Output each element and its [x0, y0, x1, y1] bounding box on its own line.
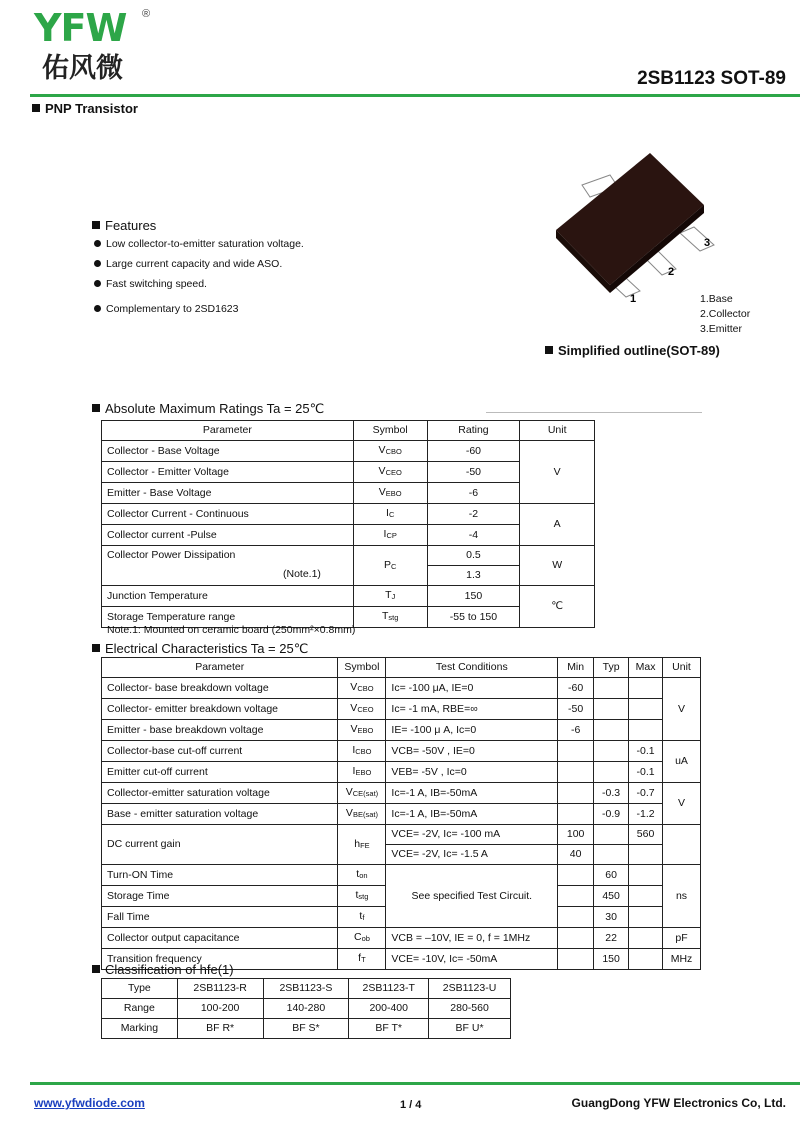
abs-max-note: Note.1: Mounted on ceramic board (250mm²×0.8mm) — [107, 624, 356, 636]
table-row: Collector Current - Continuous IC -2 A — [102, 504, 595, 525]
table-row: Turn-ON Time ton See specified Test Circuit. 60 ns — [102, 865, 701, 886]
divider — [486, 412, 702, 413]
logo-chinese: 佑风微 — [42, 53, 123, 84]
subtitle — [32, 101, 138, 116]
abs-max-heading: Absolute Maximum Ratings Ta = 25℃ — [92, 401, 324, 417]
header-cell: Rating — [427, 421, 520, 441]
features-heading: Features — [92, 218, 156, 233]
table-row: Collector- emitter breakdown voltage VCEO Ic= -1 mA, RBE=∞ -50 — [102, 699, 701, 720]
website-link[interactable]: www.yfwdiode.com — [34, 1096, 145, 1110]
square-bullet-icon — [92, 221, 100, 229]
feature-item: Large current capacity and wide ASO. — [94, 258, 304, 270]
pin-name: 1.Base — [700, 293, 733, 305]
table-row: Collector output capacitance Cob VCB = –10V, IE = 0, f = 1MHz 22 pF — [102, 928, 701, 949]
table-row: Junction Temperature TJ 150 ℃ — [102, 586, 595, 607]
square-bullet-icon — [92, 965, 100, 973]
pin-name: 2.Collector — [700, 308, 751, 320]
bullet-icon — [94, 305, 101, 312]
classification-table — [101, 978, 511, 1039]
pin-name: 3.Emitter — [700, 323, 743, 335]
table-header-row: Parameter Symbol Test Conditions Min Typ Max Unit — [102, 658, 701, 678]
table-header-row: Type 2SB1123-R 2SB1123-S 2SB1123-T 2SB1123-U — [102, 979, 511, 999]
table-row: Emitter - Base Voltage VEBO -6 — [102, 483, 595, 504]
table-header-row — [102, 421, 595, 441]
bullet-icon — [94, 240, 101, 247]
features-list — [94, 238, 304, 323]
feature-item: Fast switching speed. — [94, 278, 304, 290]
table-row: Collector Power Dissipation (Note.1) PC 0.5 W — [102, 546, 595, 566]
square-bullet-icon — [92, 404, 100, 412]
table-row: Collector-emitter saturation voltage VCE(sat) Ic=-1 A, IB=-50mA -0.3 -0.7 V — [102, 783, 701, 804]
table-row: Collector- base breakdown voltage VCBO Ic= -100 μA, IE=0 -60 V — [102, 678, 701, 699]
header-cell: Parameter — [102, 421, 354, 441]
table-row: 1.3 — [102, 566, 595, 586]
header-cell: Unit — [520, 421, 595, 441]
abs-max-table — [101, 420, 595, 628]
subtitle-text: PNP Transistor — [45, 101, 138, 116]
header-rule — [30, 94, 800, 97]
table-row: Emitter - base breakdown voltage VEBO IE= -100 μ A, Ic=0 -6 — [102, 720, 701, 741]
registered-mark: ® — [142, 8, 151, 20]
feature-item: Complementary to 2SD1623 — [94, 303, 304, 315]
bullet-icon — [94, 260, 101, 267]
logo-text: YFW — [34, 6, 127, 50]
table-row: Collector - Base Voltage VCBO -60 V — [102, 441, 595, 462]
table-row: DC current gain hFE VCE= -2V, Ic= -100 mA 100 560 — [102, 825, 701, 845]
elec-heading: Electrical Characteristics Ta = 25℃ — [92, 641, 308, 657]
square-bullet-icon — [92, 644, 100, 652]
table-row: Collector - Emitter Voltage VCEO -50 — [102, 462, 595, 483]
pin-names — [700, 292, 750, 337]
bullet-icon — [94, 280, 101, 287]
table-row: Collector-base cut-off current ICBO VCB= -50V , IE=0 -0.1 uA — [102, 741, 701, 762]
footer-rule — [30, 1082, 800, 1085]
table-row: Transition frequency fT VCE= -10V, Ic= -50mA 150 MHz — [102, 949, 701, 970]
square-bullet-icon — [545, 346, 553, 354]
company-name: GuangDong YFW Electronics Co, Ltd. — [571, 1096, 786, 1110]
table-row: Storage Time tstg 450 — [102, 886, 701, 907]
table-row: VCE= -2V, Ic= -1.5 A 40 — [102, 845, 701, 865]
pin-2-label: 2 — [668, 266, 675, 278]
sot89-package-image — [540, 145, 740, 315]
package-caption: Simplified outline(SOT-89) — [545, 343, 720, 358]
part-title: 2SB1123 SOT-89 — [637, 68, 786, 89]
elec-table — [101, 657, 701, 970]
table-row: Base - emitter saturation voltage VBE(sat) Ic=-1 A, IB=-50mA -0.9 -1.2 — [102, 804, 701, 825]
table-row: Storage Temperature range Tstg -55 to 150 — [102, 607, 595, 628]
feature-item: Low collector-to-emitter saturation voltage. — [94, 238, 304, 250]
pin-1-label: 1 — [630, 293, 637, 305]
header-cell: Symbol — [353, 421, 427, 441]
classification-heading: Classification of hfe(1) — [92, 962, 234, 977]
table-row: Range 100-200 140-280 200-400 280-560 — [102, 999, 511, 1019]
square-bullet-icon — [32, 104, 40, 112]
table-row: Fall Time tf 30 — [102, 907, 701, 928]
pin-3-label: 3 — [704, 237, 711, 249]
page-number: 1 / 4 — [400, 1099, 422, 1111]
table-row: Marking BF R* BF S* BF T* BF U* — [102, 1019, 511, 1039]
table-row: Collector current -Pulse ICP -4 — [102, 525, 595, 546]
table-row: Emitter cut-off current IEBO VEB= -5V , Ic=0 -0.1 — [102, 762, 701, 783]
